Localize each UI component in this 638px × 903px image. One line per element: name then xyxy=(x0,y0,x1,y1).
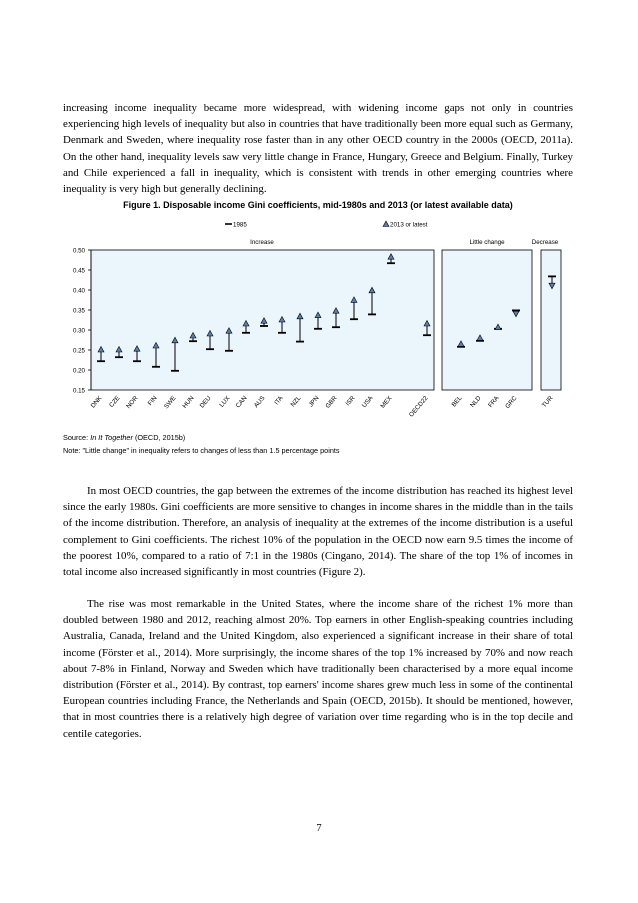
x-tick-label-nor: NOR xyxy=(125,394,140,411)
paragraph-1: increasing income inequality became more widespread, with widening income gaps not only in countries experiencing high levels of inequality but also in countries that have traditionally been more equal such as Germany, Denmark and Sweden, where inequality rose faster than in any other OECD country in the 2000s (OECD, 2011a). On the other hand, inequality levels saw very little change in France, Hungary, Greece and Belgium. Finally, Turkey and Chile experienced a fall in inequality, which is consistent with trends in other emerging countries where inequality is very high but generally declining. xyxy=(63,102,573,196)
x-tick-label-aus: AUS xyxy=(252,394,267,410)
plot-panel-2 xyxy=(442,250,532,390)
y-tick-label: 0.15 xyxy=(72,387,85,395)
x-tick-label-nzl: NZL xyxy=(289,394,303,409)
figure-source xyxy=(63,433,185,442)
legend-1985-label: 1985 xyxy=(233,221,247,229)
y-tick-label: 0.50 xyxy=(72,247,85,255)
x-tick-label-can: CAN xyxy=(234,394,249,410)
source-title: In It Together xyxy=(90,433,133,442)
group-label: Decrease xyxy=(531,239,559,246)
y-tick-label: 0.45 xyxy=(72,267,85,275)
x-tick-label-isr: ISR xyxy=(344,394,357,408)
x-tick-label-fra: FRA xyxy=(487,394,501,409)
legend-2013-marker xyxy=(383,221,389,227)
x-tick-label-nld: NLD xyxy=(469,394,483,409)
x-tick-label-bel: BEL xyxy=(450,394,464,409)
x-tick-label-ita: ITA xyxy=(273,394,285,407)
y-tick-label: 0.30 xyxy=(72,327,85,335)
x-tick-label-oecd22: OECD22 xyxy=(407,394,430,419)
plot-panel-3 xyxy=(541,250,561,390)
gini-chart xyxy=(0,210,638,435)
paragraph-2: In most OECD countries, the gap between the extremes of the income distribution has reached its highest level since the early 1980s. Gini coefficients are more sensitive to changes in income shares in the middle than in the tails of the income distribution. Therefore, an analysis of inequality at the extremes of the income distribution is a useful complement to Gini coefficients. The richest 10% of the population in the OECD now earn 9.5 times the income of the poorest 10%, compared to a ratio of 7:1 in the 1980s (Cingano, 2014). The share of the top 1% of incomes in total income also increased significantly in most countries (Figure 2). xyxy=(63,485,573,579)
x-tick-label-swe: SWE xyxy=(162,394,178,411)
x-tick-label-deu: DEU xyxy=(198,394,213,410)
x-tick-label-usa: USA xyxy=(360,394,375,410)
figure-note: Note: "Little change" in inequality refers to changes of less than 1.5 percentage points xyxy=(63,446,340,455)
x-tick-label-grc: GRC xyxy=(504,394,519,411)
x-tick-label-fin: FIN xyxy=(146,394,159,408)
x-tick-label-mex: MEX xyxy=(379,394,394,410)
y-tick-label: 0.35 xyxy=(72,307,85,315)
x-tick-label-lux: LUX xyxy=(218,394,232,409)
source-suffix: (OECD, 2015b) xyxy=(132,433,186,442)
x-tick-label-dnk: DNK xyxy=(89,394,104,410)
group-label: Increase xyxy=(250,239,274,246)
legend-2013-label: 2013 or latest xyxy=(390,221,428,229)
figure-title: Figure 1. Disposable income Gini coefficients, mid-1980s and 2013 (or latest available data) xyxy=(123,200,513,210)
y-tick-label: 0.40 xyxy=(72,287,85,295)
x-tick-label-gbr: GBR xyxy=(324,394,339,410)
y-tick-label: 0.20 xyxy=(72,367,85,375)
x-tick-label-tur: TUR xyxy=(540,394,555,410)
x-tick-label-cze: CZE xyxy=(108,394,122,409)
x-tick-label-hun: HUN xyxy=(181,394,196,410)
page-number: 7 xyxy=(316,823,322,834)
paragraph-3: The rise was most remarkable in the United States, where the income share of the richest 1% more than doubled between 1980 and 2012, reaching almost 20%. Top earners in other English-speaking countries including Australia, Canada, Ireland and the United Kingdom, also experienced a significant increase in their share of total income (Förster et al., 2014). More surprisingly, the income shares of the top 1% increased by 70% and now reach about 7-8% in Finland, Norway and Sweden which have traditionally been characterised by a more equal income distribution (Förster et al., 2014). By contrast, top earners' income shares grew much less in some of the continental European countries including France, the Netherlands and Spain (OECD, 2015b). It should be mentioned, however, that in most countries there is a relatively high degree of variation over time regarding who is in the top decile and centile categories. xyxy=(63,598,573,740)
source-prefix: Source: xyxy=(63,433,91,442)
y-tick-label: 0.25 xyxy=(72,347,85,355)
group-label: Little change xyxy=(469,239,505,246)
x-tick-label-jpn: JPN xyxy=(307,394,321,409)
